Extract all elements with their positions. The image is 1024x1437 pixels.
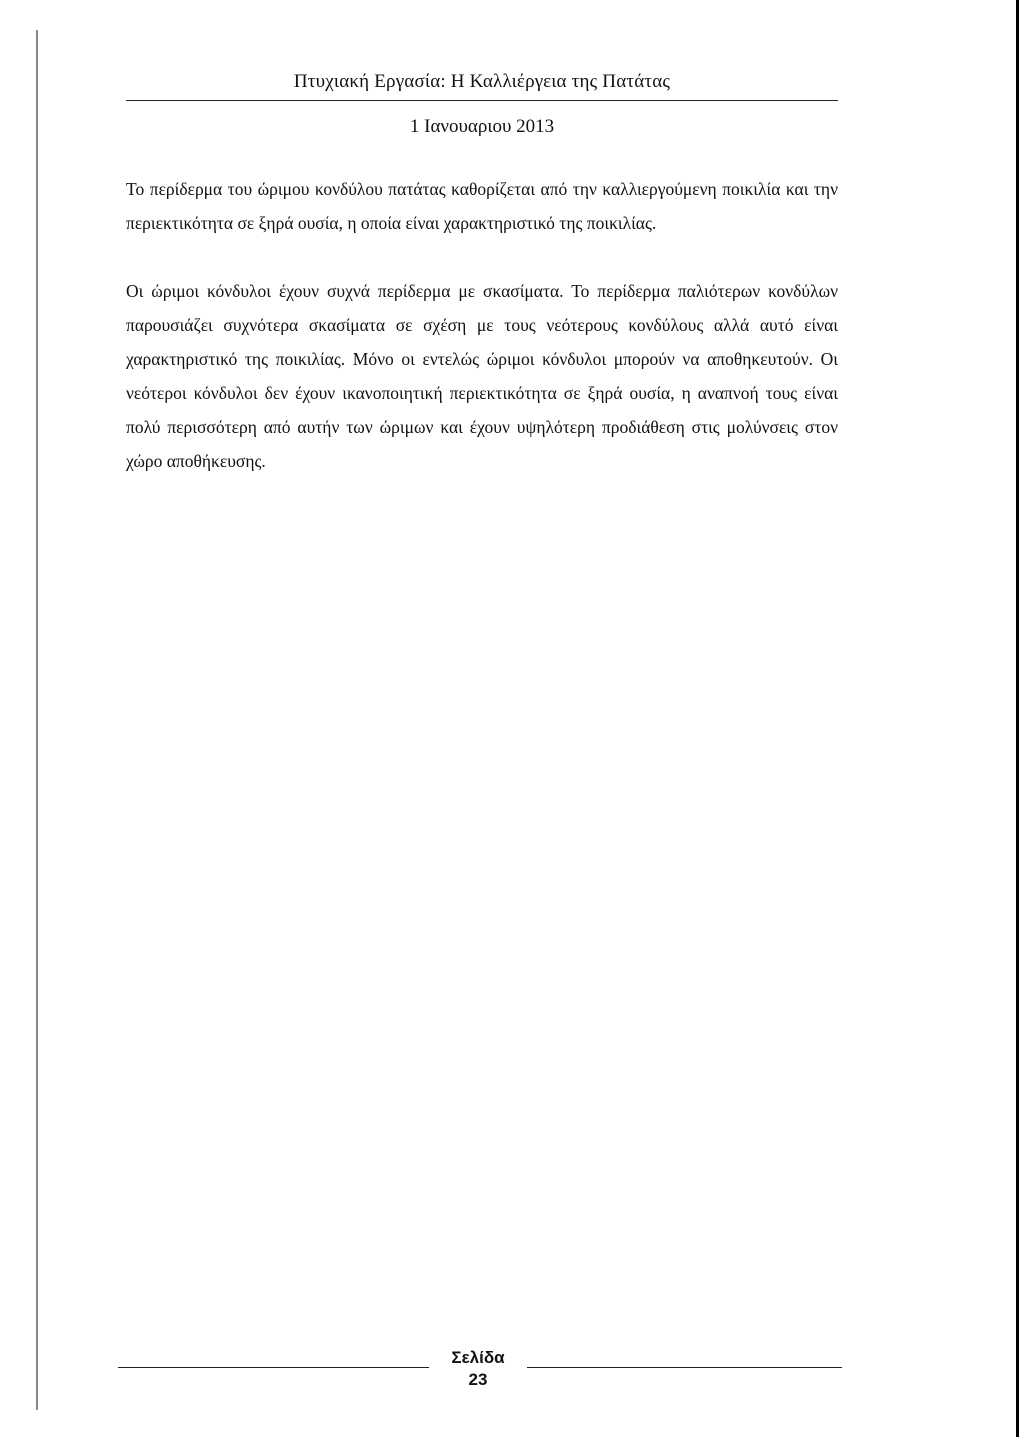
footer-page-number: 23: [468, 1370, 488, 1389]
paragraph-1: Το περίδερμα του ώριμου κονδύλου πατάτας καθορίζεται από την καλλιεργούμενη ποικιλία και την περιεκτικότητα σε ξηρά ουσία, η οποία είναι χαρακτηριστικό της ποικιλίας.: [126, 179, 838, 233]
scan-edge-left: [36, 30, 38, 1410]
header-date: 1 Ιανουαριου 2013: [409, 116, 555, 137]
header-rule: [126, 100, 838, 101]
header-title: Πτυχιακή Εργασία: Η Καλλιέργεια της Πατάτας: [293, 71, 671, 92]
page-footer: [118, 1348, 842, 1408]
body-text: [126, 172, 838, 512]
footer-rule-left: [118, 1367, 429, 1368]
scan-edge-right: [1016, 0, 1019, 1437]
footer-page-label: Σελίδα: [451, 1348, 505, 1367]
footer-rule-right: [527, 1367, 842, 1368]
paragraph-2: Οι ώριμοι κόνδυλοι έχουν συχνά περίδερμα με σκασίματα. Το περίδερμα παλιότερων κονδύλων παρουσιάζει συχνότερα σκασίματα σε σχέση με τους νεότερους κονδύλους αλλά αυτό είναι χαρακτηριστικό της ποικιλίας. Μόνο οι εντελώς ώριμοι κόνδυλοι μπορούν να αποθηκευτούν. Οι νεότεροι κόνδυλοι δεν έχουν ικανοποιητική περιεκτικότητα σε ξηρά ουσία, η αναπνοή τους είναι πολύ περισσότερη από αυτήν των ώριμων και έχουν υψηλότερη προδιάθεση στις μολύνσεις στον χώρο αποθήκευσης.: [126, 281, 838, 471]
